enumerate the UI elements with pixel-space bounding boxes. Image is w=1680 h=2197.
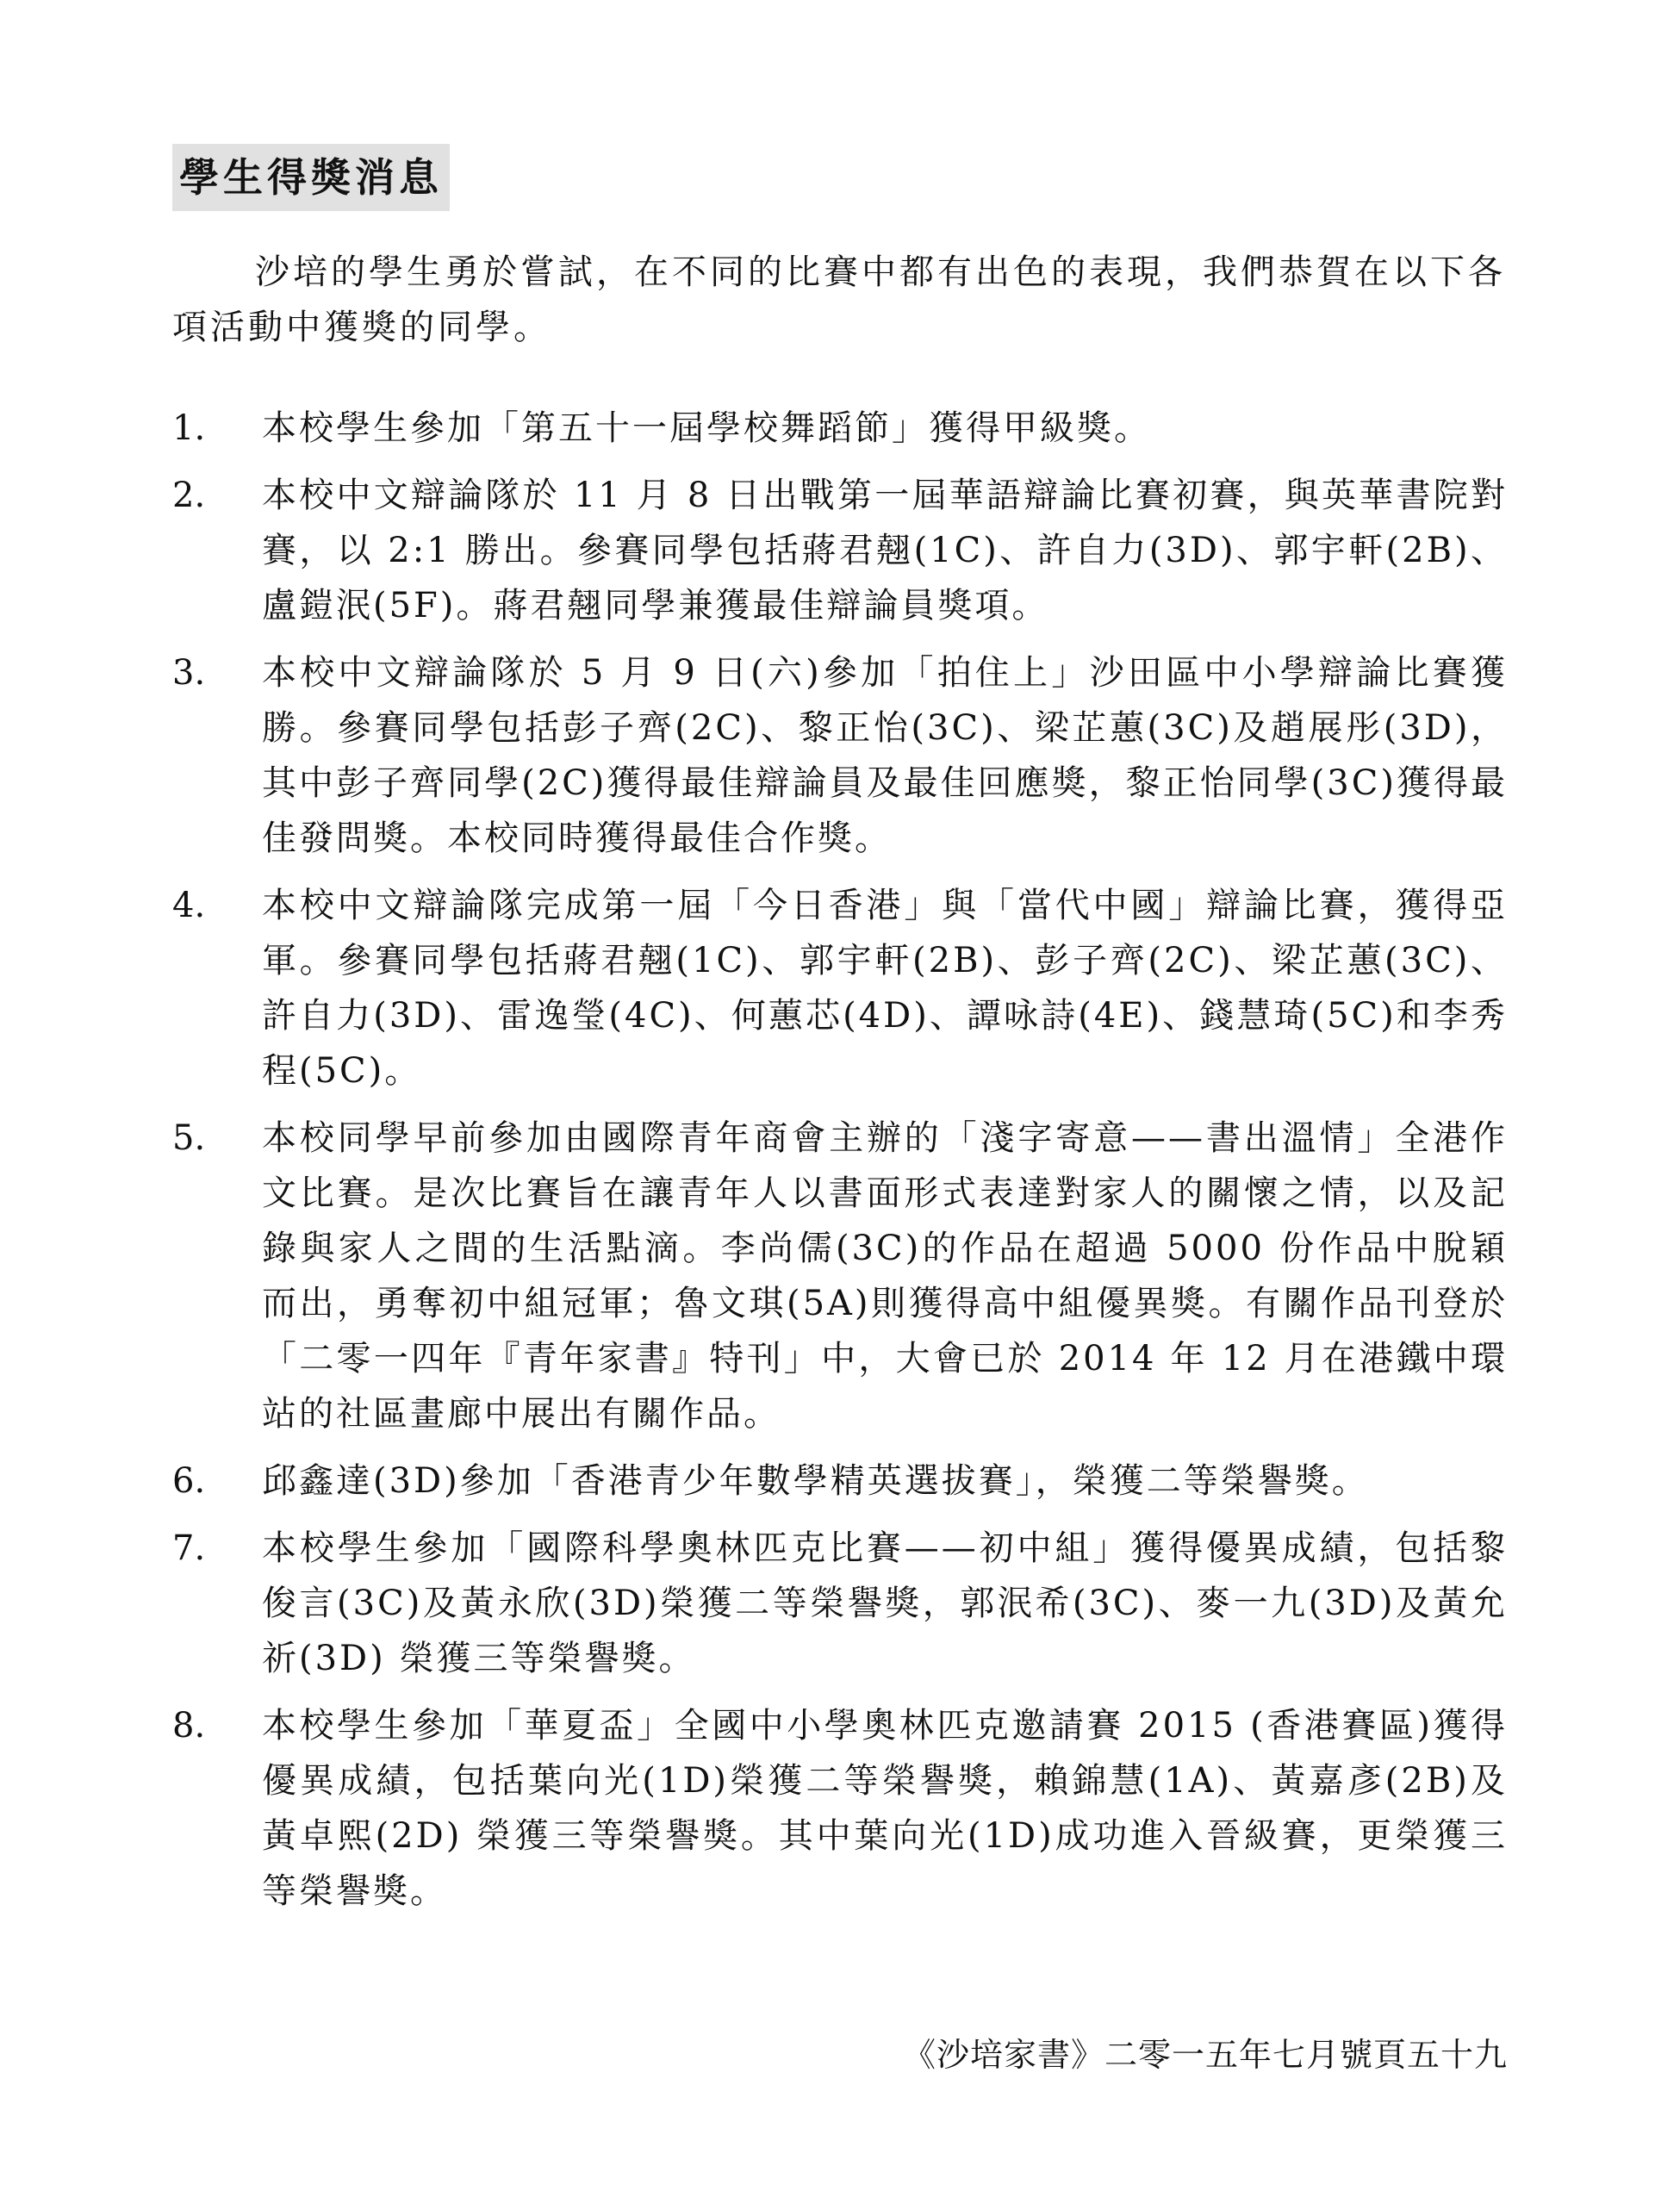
list-item xyxy=(172,645,1508,866)
item-number: 4. xyxy=(172,886,206,925)
item-number: 5. xyxy=(172,1118,206,1158)
item-text: 邱鑫達(3D)參加「香港青少年數學精英選拔賽」，榮獲二等榮譽獎。 xyxy=(262,1461,1369,1501)
list-item xyxy=(172,1698,1508,1919)
item-number: 1. xyxy=(172,408,206,448)
award-list xyxy=(172,401,1508,1931)
list-item xyxy=(172,1521,1508,1686)
item-text: 本校學生參加「國際科學奧林匹克比賽——初中組」獲得優異成績，包括黎俊言(3C)及黃永欣(3D)榮獲二等榮譽獎，郭泯希(3C)、麥一九(3D)及黃允祈(3D) 榮獲三等榮譽獎。 xyxy=(262,1528,1508,1678)
list-item xyxy=(172,878,1508,1098)
list-item xyxy=(172,1111,1508,1441)
item-number: 8. xyxy=(172,1706,206,1746)
list-item xyxy=(172,401,1508,456)
item-number: 6. xyxy=(172,1461,206,1501)
item-number: 7. xyxy=(172,1528,206,1568)
list-item xyxy=(172,468,1508,633)
intro-paragraph: 沙培的學生勇於嘗試，在不同的比賽中都有出色的表現，我們恭賀在以下各項活動中獲獎的同學。 xyxy=(172,252,1506,347)
item-text: 本校學生參加「華夏盃」全國中小學奧林匹克邀請賽 2015 (香港賽區)獲得優異成績，包括葉向光(1D)榮獲二等榮譽獎，賴錦慧(1A)、黃嘉彥(2B)及黃卓熙(2D) 榮獲三等榮譽獎。其中葉向光(1D)成功進入晉級賽，更榮獲三等榮譽獎。 xyxy=(262,1706,1508,1911)
item-text: 本校中文辯論隊完成第一屆「今日香港」與「當代中國」辯論比賽，獲得亞軍。參賽同學包括蔣君翹(1C)、郭宇軒(2B)、彭子齊(2C)、梁芷蕙(3C)、許自力(3D)、雷逸瑩(4C)、何蕙芯(4D)、譚咏詩(4E)、錢慧琦(5C)和李秀程(5C)。 xyxy=(262,886,1508,1091)
item-text: 本校中文辯論隊於 11 月 8 日出戰第一屆華語辯論比賽初賽，與英華書院對賽，以 2:1 勝出。參賽同學包括蔣君翹(1C)、許自力(3D)、郭宇軒(2B)、盧鎧泯(5F)。蔣君翹同學兼獲最佳辯論員獎項。 xyxy=(262,476,1508,625)
item-number: 2. xyxy=(172,476,206,515)
item-text: 本校中文辯論隊於 5 月 9 日(六)參加「拍住上」沙田區中小學辯論比賽獲勝。參賽同學包括彭子齊(2C)、黎正怡(3C)、梁芷蕙(3C)及趙展彤(3D)，其中彭子齊同學(2C)獲得最佳辯論員及最佳回應獎，黎正怡同學(3C)獲得最佳發問獎。本校同時獲得最佳合作獎。 xyxy=(262,653,1508,858)
page-footer: 《沙培家書》二零一五年七月號頁五十九 xyxy=(902,2036,1508,2074)
item-number: 3. xyxy=(172,653,206,693)
item-text: 本校學生參加「第五十一屆學校舞蹈節」獲得甲級獎。 xyxy=(262,408,1151,448)
item-text: 本校同學早前參加由國際青年商會主辦的「淺字寄意——書出溫情」全港作文比賽。是次比賽旨在讓青年人以書面形式表達對家人的關懷之情，以及記錄與家人之間的生活點滴。李尚儒(3C)的作品在超過 5000 份作品中脫穎而出，勇奪初中組冠軍；魯文琪(5A)則獲得高中組優異獎。有關作品刊登於「二零一四年『青年家書』特刊」中，大會已於 2014 年 12 月在港鐵中環站的社區畫廊中展出有關作品。 xyxy=(262,1118,1508,1434)
page-title: 學生得獎消息 xyxy=(172,144,450,211)
list-item xyxy=(172,1453,1508,1509)
